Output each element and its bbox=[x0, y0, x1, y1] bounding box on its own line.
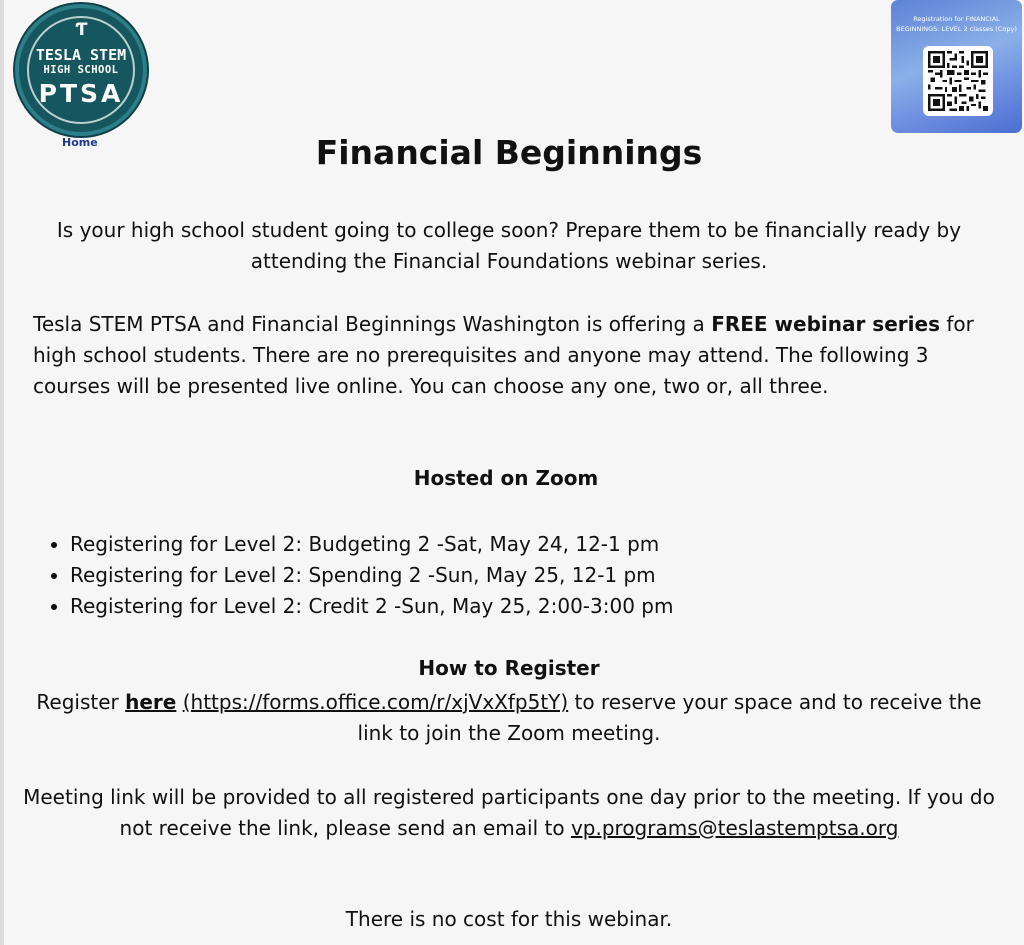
register-paragraph bbox=[20, 687, 998, 749]
list-item: • Registering for Level 2: Spending 2 -Sun, May 25, 12-1 pm bbox=[70, 560, 673, 591]
hosted-heading: Hosted on Zoom bbox=[413, 466, 599, 490]
course-list bbox=[40, 529, 673, 622]
email-link[interactable]: vp.programs@teslastemptsa.org bbox=[570, 816, 899, 840]
page-title: Financial Beginnings bbox=[315, 133, 703, 172]
offer-text-before: Tesla STEM PTSA and Financial Beginnings Washington is offering a bbox=[33, 312, 712, 336]
no-cost-note: There is no cost for this webinar. bbox=[345, 907, 673, 931]
register-url-link[interactable]: (https://forms.office.com/r/xjVxXfp5tY) bbox=[182, 690, 569, 714]
offer-paragraph bbox=[33, 309, 998, 402]
register-prefix: Register bbox=[36, 690, 126, 714]
logo-glyph-icon: Ƭ bbox=[75, 20, 87, 40]
qr-caption bbox=[895, 14, 1018, 34]
logo-text-line3: PTSA bbox=[38, 79, 124, 108]
list-item: • Registering for Level 2: Credit 2 -Sun, May 25, 2:00-3:00 pm bbox=[70, 591, 673, 622]
logo-text-line2: HIGH SCHOOL bbox=[43, 64, 119, 76]
qr-caption-line2: BEGINNINGS: LEVEL 2 classes (Copy) bbox=[896, 25, 1017, 33]
register-suffix: to reserve your space and to receive the link to join the Zoom meeting. bbox=[357, 690, 982, 745]
meeting-paragraph bbox=[20, 782, 998, 844]
intro-paragraph: Is your high school student going to college soon? Prepare them to be financially ready by attending the Financial Foundations webinar series. bbox=[56, 218, 962, 273]
offer-text-after: for high school students. There are no prerequisites and anyone may attend. The following 3 courses will be presented live online. You can choose any one, two or, all three. bbox=[33, 312, 974, 398]
offer-bold-text: FREE webinar series bbox=[711, 312, 940, 336]
register-here-link[interactable]: here bbox=[125, 690, 177, 714]
ptsa-logo[interactable] bbox=[15, 4, 147, 136]
qr-code bbox=[923, 46, 993, 116]
qr-registration-card[interactable] bbox=[891, 0, 1022, 133]
qr-caption-line1: Registration for FINANCIAL bbox=[913, 15, 1000, 23]
home-link[interactable]: Home bbox=[62, 136, 98, 149]
list-item: • Registering for Level 2: Budgeting 2 -Sat, May 24, 12-1 pm bbox=[70, 529, 673, 560]
meeting-text: Meeting link will be provided to all registered participants one day prior to the meeting. If you do not receive the link, please send an email to bbox=[23, 785, 995, 840]
logo-text-line1: TESLA STEM bbox=[35, 46, 127, 64]
how-to-register-heading: How to Register bbox=[418, 656, 600, 680]
qr-code-icon bbox=[928, 51, 988, 111]
